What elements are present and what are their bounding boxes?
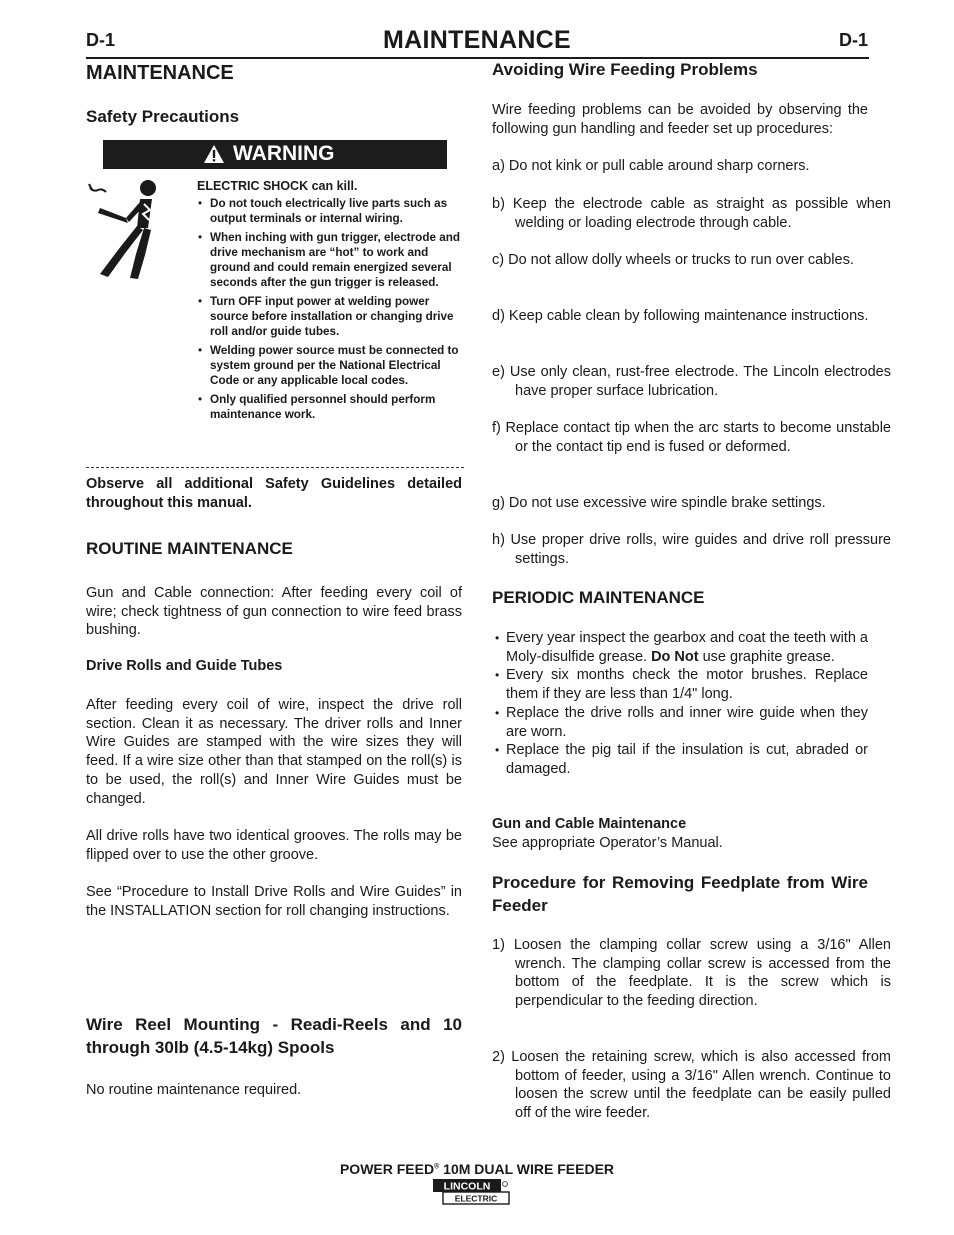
list-item: a) Do not kink or pull cable around sharp corners. xyxy=(492,158,810,174)
wire-reel-text: No routine maintenance required. xyxy=(86,1082,302,1098)
drive-rolls-paragraph-3: See “Procedure to Install Drive Rolls and Wire Guides” in the INSTALLATION section for roll changing instructions. xyxy=(86,884,462,919)
list-item: d) Keep cable clean by following maintenance instructions. xyxy=(492,308,869,324)
list-item: • Replace the pig tail if the insulation is cut, abraded or damaged. xyxy=(492,741,868,778)
procedure-step: 1) Loosen the clamping collar screw using a 3/16" Allen wrench. The clamping collar screw is accessed from the bottom of the feedplate. It is the screw which is perpendicular to the feeding direction. xyxy=(492,937,891,1010)
list-item: g) Do not use excessive wire spindle brake settings. xyxy=(492,495,826,511)
electric-shock-icon xyxy=(88,178,176,280)
gun-cable-connection-text: Gun and Cable connection: After feeding every coil of wire; check tightness of gun connection to wire feed brass bushing. xyxy=(86,585,462,639)
list-item: • Every year inspect the gearbox and coat the teeth with a Moly-disulfide grease. Do Not use graphite grease. xyxy=(492,629,868,666)
warning-triangle-icon xyxy=(203,144,225,164)
safety-precautions-heading: Safety Precautions xyxy=(86,107,240,126)
wire-reel-heading: Wire Reel Mounting - Readi-Reels and 10 through 30lb (4.5-14kg) Spools xyxy=(86,1015,462,1057)
avoiding-problems-heading: Avoiding Wire Feeding Problems xyxy=(492,60,758,79)
dashed-divider xyxy=(86,467,464,468)
list-item: b) Keep the electrode cable as straight as possible when welding or loading electrode through cable. xyxy=(492,196,891,231)
drive-rolls-paragraph-1: After feeding every coil of wire, inspect the drive roll section. Clean it as necessary. The driver rolls and Inner Wire Guides are stamped with the wire sizes they will feed. If a wire size other than that stamped on the roll(s) is to be used, the roll(s) and Inner Wire Guides must be changed. xyxy=(86,697,462,807)
list-item: f) Replace contact tip when the arc starts to become unstable or the contact tip end is fused or deformed. xyxy=(492,420,891,455)
removing-feedplate-heading: Procedure for Removing Feedplate from Wire Feeder xyxy=(492,873,868,915)
list-item: e) Use only clean, rust-free electrode. The Lincoln electrodes have proper surface lubrication. xyxy=(492,364,891,399)
maintenance-heading: MAINTENANCE xyxy=(86,62,234,84)
gun-cable-maintenance-text: See appropriate Operator’s Manual. xyxy=(492,835,723,851)
footer-product-name: POWER FEED® 10M DUAL WIRE FEEDER xyxy=(339,1161,615,1177)
list-item: c) Do not allow dolly wheels or trucks to run over cables. xyxy=(492,252,854,268)
list-item: • Turn OFF input power at welding power source before installation or changing drive roll and/or guide tubes. xyxy=(197,294,465,339)
gun-cable-maintenance-heading: Gun and Cable Maintenance xyxy=(492,816,687,832)
drive-rolls-heading: Drive Rolls and Guide Tubes xyxy=(86,658,283,674)
electric-shock-list xyxy=(197,196,465,426)
svg-text:ELECTRIC: ELECTRIC xyxy=(454,1193,498,1204)
list-item: • Replace the drive rolls and inner wire guide when they are worn. xyxy=(492,704,868,741)
electric-shock-title: ELECTRIC SHOCK can kill. xyxy=(197,179,358,193)
drive-rolls-paragraph-2: All drive rolls have two identical grooves. The rolls may be flipped over to use the other groove. xyxy=(86,828,462,863)
header-rule xyxy=(86,57,869,59)
list-item: • Do not touch electrically live parts such as output terminals or internal wiring. xyxy=(197,196,465,226)
section-number-left: D-1 xyxy=(86,30,116,50)
warning-label: WARNING xyxy=(233,142,335,165)
section-number-right: D-1 xyxy=(838,30,868,50)
lincoln-electric-logo xyxy=(432,1178,510,1206)
list-item: • Only qualified personnel should perform maintenance work. xyxy=(197,392,465,422)
warning-banner xyxy=(103,140,447,169)
list-item: • Welding power source must be connected to system ground per the National Electrical Code or any applicable local codes. xyxy=(197,343,465,388)
page-title: MAINTENANCE xyxy=(382,26,572,54)
list-item: h) Use proper drive rolls, wire guides and drive roll pressure settings. xyxy=(492,532,891,567)
svg-text:LINCOLN: LINCOLN xyxy=(443,1180,491,1193)
procedure-step: 2) Loosen the retaining screw, which is also accessed from bottom of feeder, using a 3/16" Allen wrench. Continue to loosen the screw until the feedplate can be easily pulled off of the wire feeder. xyxy=(492,1049,891,1122)
list-item: • When inching with gun trigger, electrode and drive mechanism are “hot” to work and ground and could remain energized several seconds after the gun trigger is released. xyxy=(197,230,465,290)
avoiding-problems-intro: Wire feeding problems can be avoided by observing the following gun handling and feeder set up procedures: xyxy=(492,102,868,137)
periodic-maintenance-list xyxy=(492,629,868,779)
list-item: • Every six months check the motor brushes. Replace them if they are less than 1/4" long. xyxy=(492,666,868,703)
periodic-maintenance-heading: PERIODIC MAINTENANCE xyxy=(492,588,705,607)
observe-guidelines-text: Observe all additional Safety Guidelines detailed throughout this manual. xyxy=(86,476,462,511)
routine-maintenance-heading: ROUTINE MAINTENANCE xyxy=(86,539,293,558)
